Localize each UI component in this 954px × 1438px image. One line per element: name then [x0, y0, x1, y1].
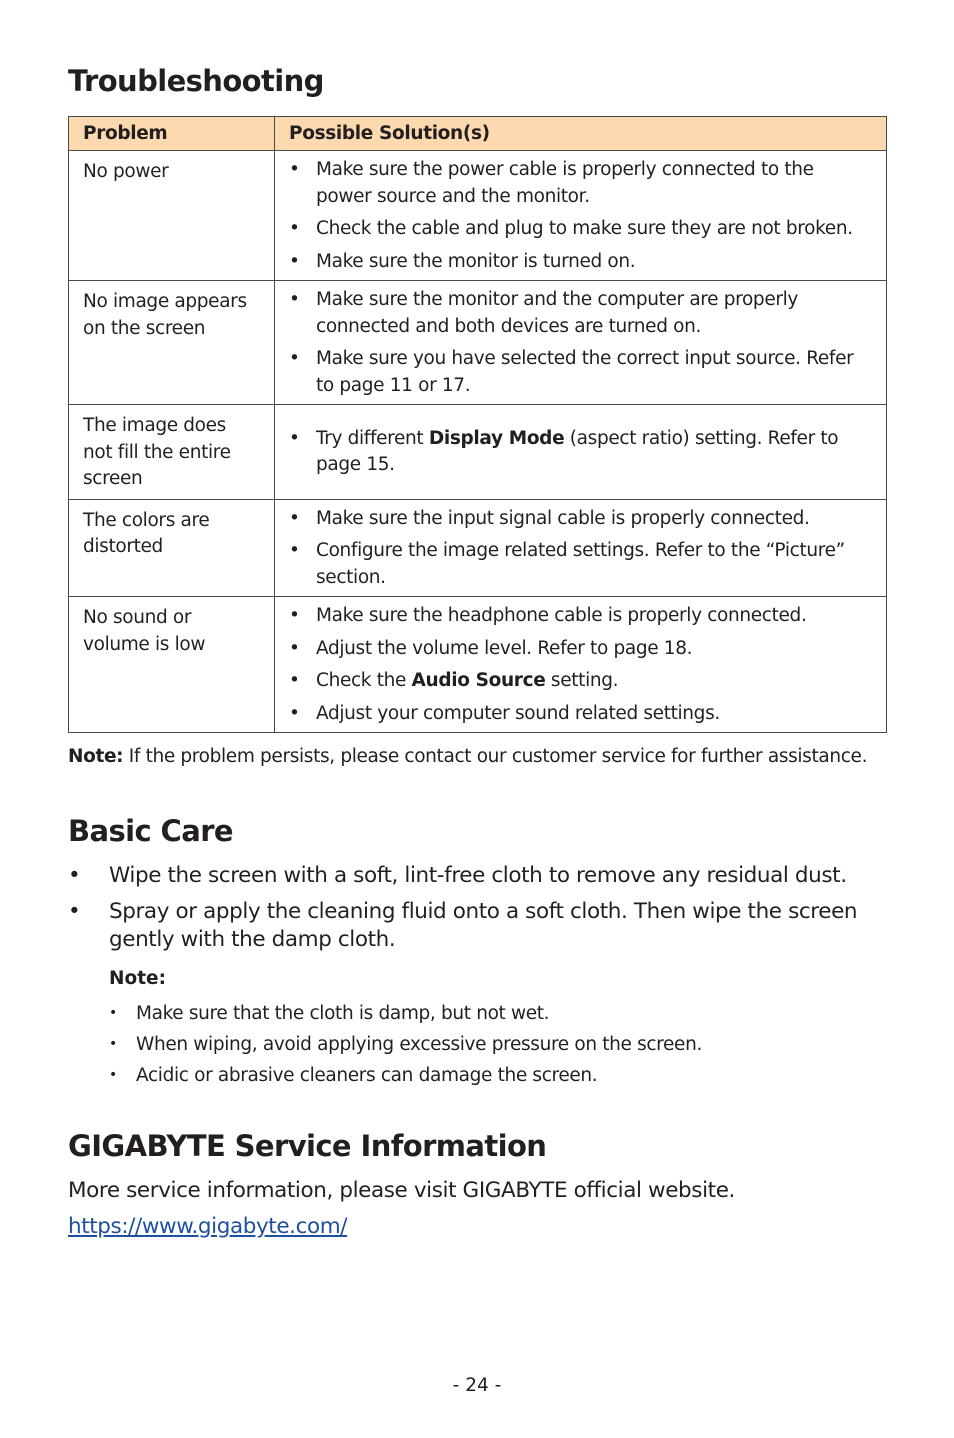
basic-care-item-text: Spray or apply the cleaning fluid onto a soft cloth. Then wipe the screen gently with the damp cloth.: [109, 898, 858, 952]
page-number: - 24 -: [452, 1375, 502, 1396]
basic-care-note-label: Note:: [109, 968, 166, 989]
problem-cell: No power: [69, 151, 275, 281]
solution-list: [289, 287, 874, 399]
solution-item: [289, 636, 874, 663]
solution-item: [289, 668, 874, 695]
problem-cell: The colors are distorted: [69, 499, 275, 597]
solution-list: [289, 157, 874, 275]
solution-item: [289, 216, 874, 243]
solution-text: Check the: [316, 670, 412, 691]
solution-item: [289, 701, 874, 728]
table-row: [69, 499, 887, 597]
solution-cell: [275, 405, 887, 500]
bullet-glyph: •: [109, 1067, 117, 1083]
basic-care-heading: Basic Care: [68, 814, 233, 848]
bullet-glyph: •: [289, 670, 300, 691]
solution-cell: [275, 499, 887, 597]
solution-text: Make sure the headphone cable is properly connected.: [316, 605, 807, 626]
basic-care-item: [68, 898, 868, 955]
bullet-glyph: •: [289, 427, 300, 449]
solution-text: Make sure the monitor and the computer are properly connected and both devices are turned on.: [316, 289, 799, 337]
basic-care-notes: [109, 998, 702, 1091]
solution-text: Adjust your computer sound related settings.: [316, 702, 720, 724]
basic-care-list: [68, 862, 868, 962]
basic-care-note-text: Make sure that the cloth is damp, but not wet.: [136, 1003, 550, 1024]
solution-item: [289, 346, 874, 399]
basic-care-note-item: [109, 1029, 702, 1060]
solution-text-tail: setting.: [545, 670, 619, 691]
troubleshooting-table-body: [69, 151, 887, 733]
problem-cell: No sound or volume is low: [69, 597, 275, 733]
solution-setting-name: Audio Source: [411, 670, 546, 691]
solution-text: Make sure the power cable is properly connected to the power source and the monitor.: [316, 159, 814, 207]
bullet-glyph: •: [289, 540, 300, 561]
table-row: [69, 597, 887, 733]
basic-care-note-item: [109, 998, 702, 1029]
solution-text: Make sure the input signal cable is properly connected.: [316, 507, 810, 529]
solution-text: Check the cable and plug to make sure they are not broken.: [316, 218, 853, 239]
column-header-problem: Problem: [69, 117, 275, 151]
table-row: [69, 151, 887, 281]
problem-cell: The image does not fill the entire screen: [69, 405, 275, 500]
solution-item: [289, 506, 874, 533]
solution-cell: [275, 281, 887, 405]
table-row: [69, 281, 887, 405]
solution-text: Adjust the volume level. Refer to page 18.: [316, 637, 693, 659]
solution-item: [289, 426, 874, 479]
basic-care-item: [68, 862, 868, 891]
bullet-glyph: •: [289, 637, 300, 659]
solution-list: [289, 506, 874, 592]
bullet-glyph: •: [289, 250, 300, 272]
solution-cell: [275, 151, 887, 281]
service-heading: GIGABYTE Service Information: [68, 1129, 547, 1163]
column-header-solutions: Possible Solution(s): [275, 117, 887, 151]
solution-text: Make sure you have selected the correct input source. Refer to page 11 or 17.: [316, 348, 854, 396]
solution-item: [289, 287, 874, 340]
basic-care-note-text: When wiping, avoid applying excessive pressure on the screen.: [136, 1034, 702, 1055]
troubleshooting-note: [68, 746, 867, 767]
solution-text: Configure the image related settings. Refer to the “Picture” section.: [316, 540, 845, 588]
troubleshooting-table: [68, 116, 887, 733]
bullet-glyph: •: [289, 159, 300, 180]
solution-item: [289, 249, 874, 276]
service-text: More service information, please visit GIGABYTE official website.: [68, 1178, 735, 1203]
solution-list: [289, 603, 874, 727]
bullet-glyph: •: [289, 702, 300, 724]
table-row: [69, 405, 887, 500]
solution-item: [289, 538, 874, 591]
solution-text: Make sure the monitor is turned on.: [316, 250, 636, 272]
bullet-glyph: •: [68, 863, 81, 888]
bullet-glyph: •: [68, 898, 81, 924]
bullet-glyph: •: [109, 1036, 117, 1052]
solution-list: [289, 426, 874, 479]
basic-care-item-text: Wipe the screen with a soft, lint-free cloth to remove any residual dust.: [109, 863, 847, 888]
solution-item: [289, 157, 874, 210]
solution-text-tail: (aspect ratio) setting. Refer to page 15.: [316, 427, 839, 476]
solution-cell: [275, 597, 887, 733]
gigabyte-website-link[interactable]: https://www.gigabyte.com/: [68, 1214, 348, 1239]
bullet-glyph: •: [109, 1005, 117, 1021]
bullet-glyph: •: [289, 348, 300, 369]
table-header-row: [69, 117, 887, 151]
bullet-glyph: •: [289, 289, 300, 310]
note-label: Note:: [68, 746, 124, 767]
basic-care-note-item: [109, 1060, 702, 1091]
bullet-glyph: •: [289, 605, 300, 626]
note-text: If the problem persists, please contact our customer service for further assistance.: [123, 746, 868, 767]
basic-care-note-text: Acidic or abrasive cleaners can damage the screen.: [136, 1065, 598, 1086]
solution-text: Try different: [316, 427, 429, 449]
solution-item: [289, 603, 874, 630]
problem-cell: No image appears on the screen: [69, 281, 275, 405]
bullet-glyph: •: [289, 218, 300, 239]
bullet-glyph: •: [289, 507, 300, 529]
troubleshooting-heading: Troubleshooting: [68, 64, 324, 98]
solution-setting-name: Display Mode: [428, 427, 565, 449]
